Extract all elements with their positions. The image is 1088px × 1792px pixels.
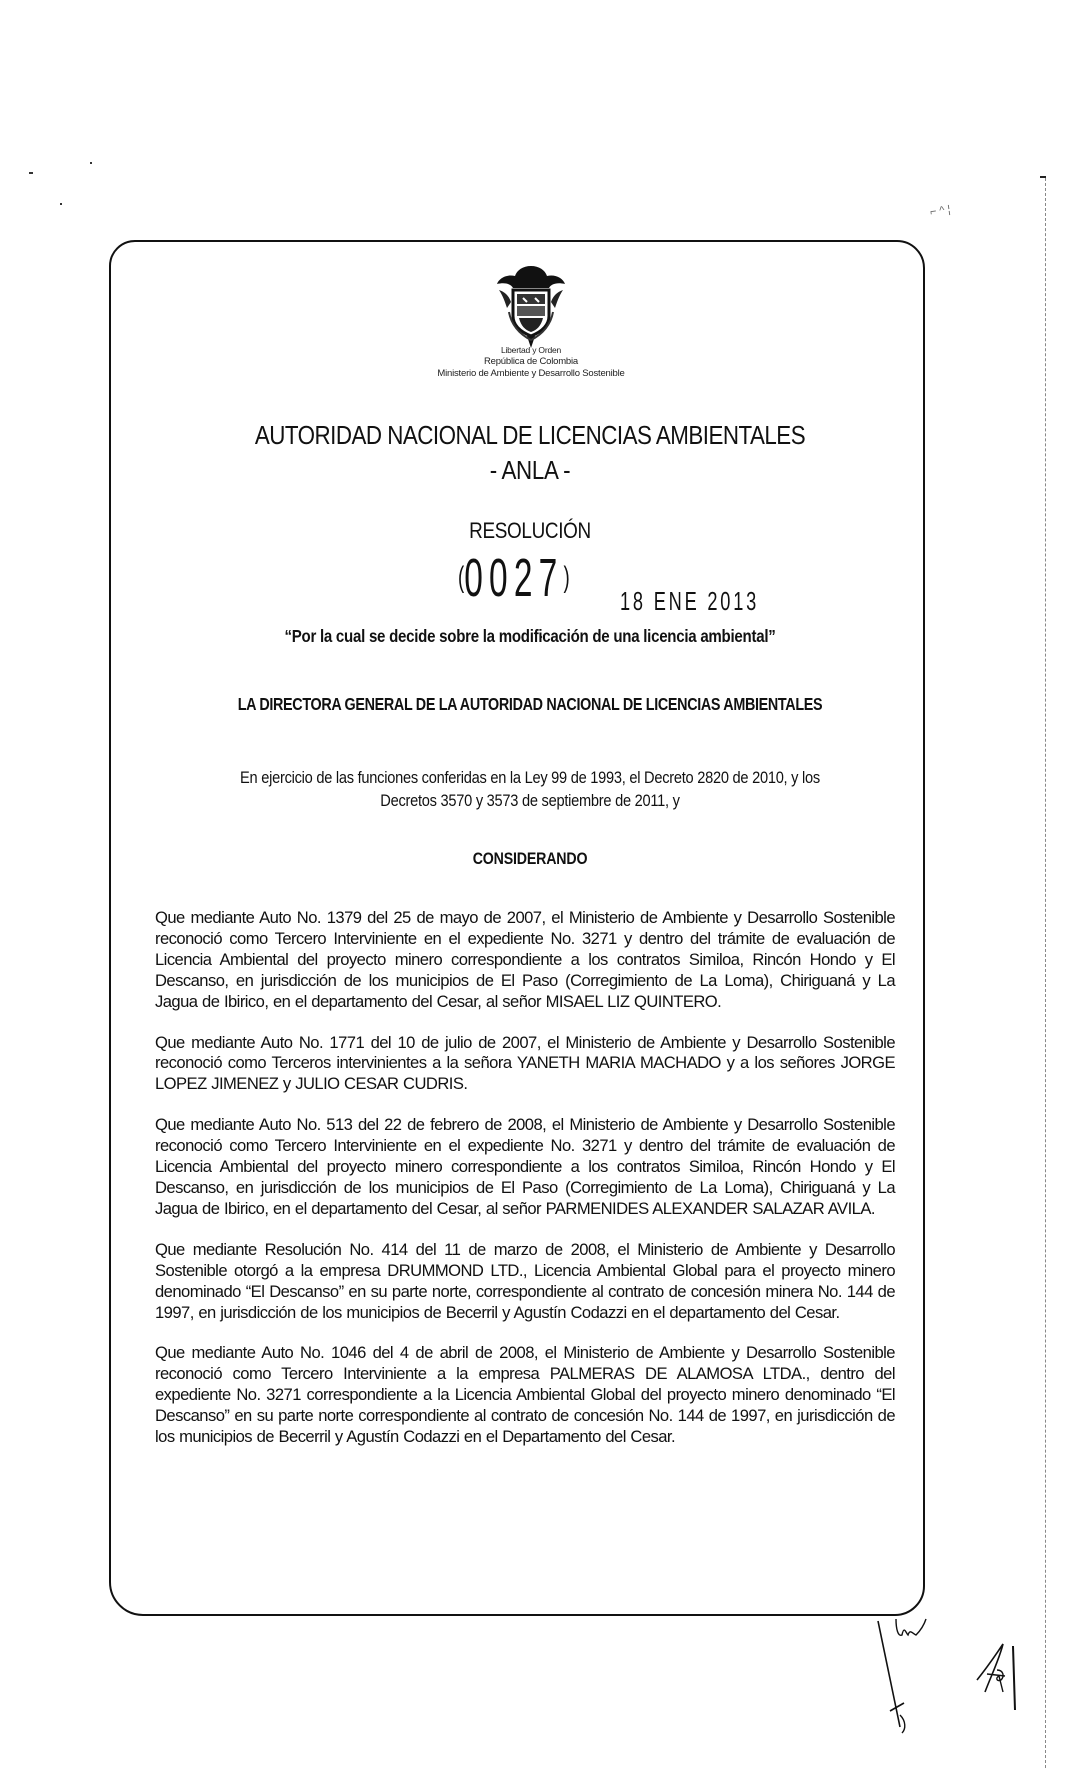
preamble <box>199 766 861 812</box>
crest-caption-country: República de Colombia <box>483 356 579 367</box>
handwritten-initials-icon <box>870 1615 930 1735</box>
crest-caption-ministry: Ministerio de Ambiente y Desarrollo Sostenible <box>437 368 625 379</box>
margin-dashed-line <box>1045 178 1046 1768</box>
paragraph-text: Que mediante Resolución No. 414 del 11 de marzo de 2008, el Ministerio de Ambiente y Desarrollo Sostenible otorgó a la empresa DRUMMOND LTD., Licencia Ambiental Global para el proyecto minero denominado “El Descanso” en su parte norte, correspondiente al contrato de concesión minera No. 144 de 1997, en jurisdicción de los municipios de Becerril y Agustín Codazzi en el departamento del Cesar. <box>155 1239 895 1322</box>
agency-title: AUTORIDAD NACIONAL DE LICENCIAS AMBIENTALES <box>254 420 806 450</box>
consideration-paragraph <box>155 1240 895 1324</box>
handwritten-signature-icon <box>975 1640 1020 1720</box>
consideration-paragraph <box>155 1343 895 1448</box>
preamble-line: Decretos 3570 y 3573 de septiembre de 2011, y <box>380 791 680 810</box>
section-heading-considerando: CONSIDERANDO <box>472 850 588 868</box>
scan-speck <box>29 172 33 174</box>
issuer-heading: LA DIRECTORA GENERAL DE LA AUTORIDAD NACIONAL DE LICENCIAS AMBIENTALES <box>237 694 823 714</box>
scan-stamp-mark: ⌐ ^ ¦ <box>929 203 952 219</box>
resolution-number-stamp <box>458 548 570 608</box>
resolution-subtitle: “Por la cual se decide sobre la modificación de una licencia ambiental” <box>284 626 776 646</box>
preamble-line: En ejercicio de las funciones conferidas en la Ley 99 de 1993, el Decreto 2820 de 2010, y los <box>240 768 820 787</box>
resolution-date-stamp: 18 ENE 2013 <box>620 586 760 616</box>
crest-caption-motto: Libertad y Orden <box>500 345 562 355</box>
paragraph-text: Que mediante Auto No. 513 del 22 de febrero de 2008, el Ministerio de Ambiente y Desarrollo Sostenible reconoció como Tercero Interviniente en el expediente No. 3271 y dentro del trámite de evaluación de Licencia Ambiental del proyecto minero correspondiente a los contratos Similoa, Rincón Hondo y El Descanso, en jurisdicción de los municipios de El Paso (Corregimiento de La Loma), Chiriguaná y La Jagua de Ibirico, en el departamento del Cesar, al señor PARMENIDES ALEXANDER SALAZAR AVILA. <box>155 1115 895 1218</box>
resolution-number: 0027 <box>464 548 564 608</box>
scan-speck <box>90 162 92 164</box>
stamp-bracket-left: ( <box>458 561 465 594</box>
scan-speck <box>60 203 62 205</box>
paragraph-text: Que mediante Auto No. 1771 del 10 de julio de 2007, el Ministerio de Ambiente y Desarrollo Sostenible reconoció como Terceros intervinientes a la señora YANETH MARIA MACHADO y a los señores JORGE LOPEZ JIMENEZ y JULIO CESAR CUDRIS. <box>155 1032 895 1094</box>
paragraph-text: Que mediante Auto No. 1046 del 4 de abril de 2008, el Ministerio de Ambiente y Desarrollo Sostenible reconoció como Tercero Interviniente a la empresa PALMERAS DE ALAMOSA LTDA., dentro del expediente No. 3271 correspondiente a la Licencia Ambiental Global del proyecto minero denominado “El Descanso” en su parte norte correspondiente al contrato de concesión No. 144 de 1997, en jurisdicción de los municipios de Becerril y Agustín Codazzi en el Departamento del Cesar. <box>155 1343 895 1447</box>
agency-abbreviation: - ANLA - <box>489 455 571 485</box>
consideration-paragraph <box>155 1033 895 1096</box>
consideration-paragraph <box>155 908 895 1013</box>
stamp-bracket-right: ) <box>563 561 570 594</box>
paragraph-text: Que mediante Auto No. 1379 del 25 de mayo de 2007, el Ministerio de Ambiente y Desarrollo Sostenible reconoció como Tercero Interviniente en el expediente No. 3271 y dentro del trámite de evaluación de Licencia Ambiental del proyecto minero correspondiente a los contratos Similoa, Rincón Hondo y El Descanso, en jurisdicción de los municipios de El Paso (Corregimiento de La Loma), Chiriguaná y La Jagua de Ibirico, en el departamento del Cesar, al señor MISAEL LIZ QUINTERO. <box>155 908 895 1011</box>
document-type: RESOLUCIÓN <box>469 518 591 543</box>
considerations-body <box>155 908 895 1468</box>
consideration-paragraph <box>155 1115 895 1220</box>
coat-of-arms-icon <box>493 262 569 350</box>
